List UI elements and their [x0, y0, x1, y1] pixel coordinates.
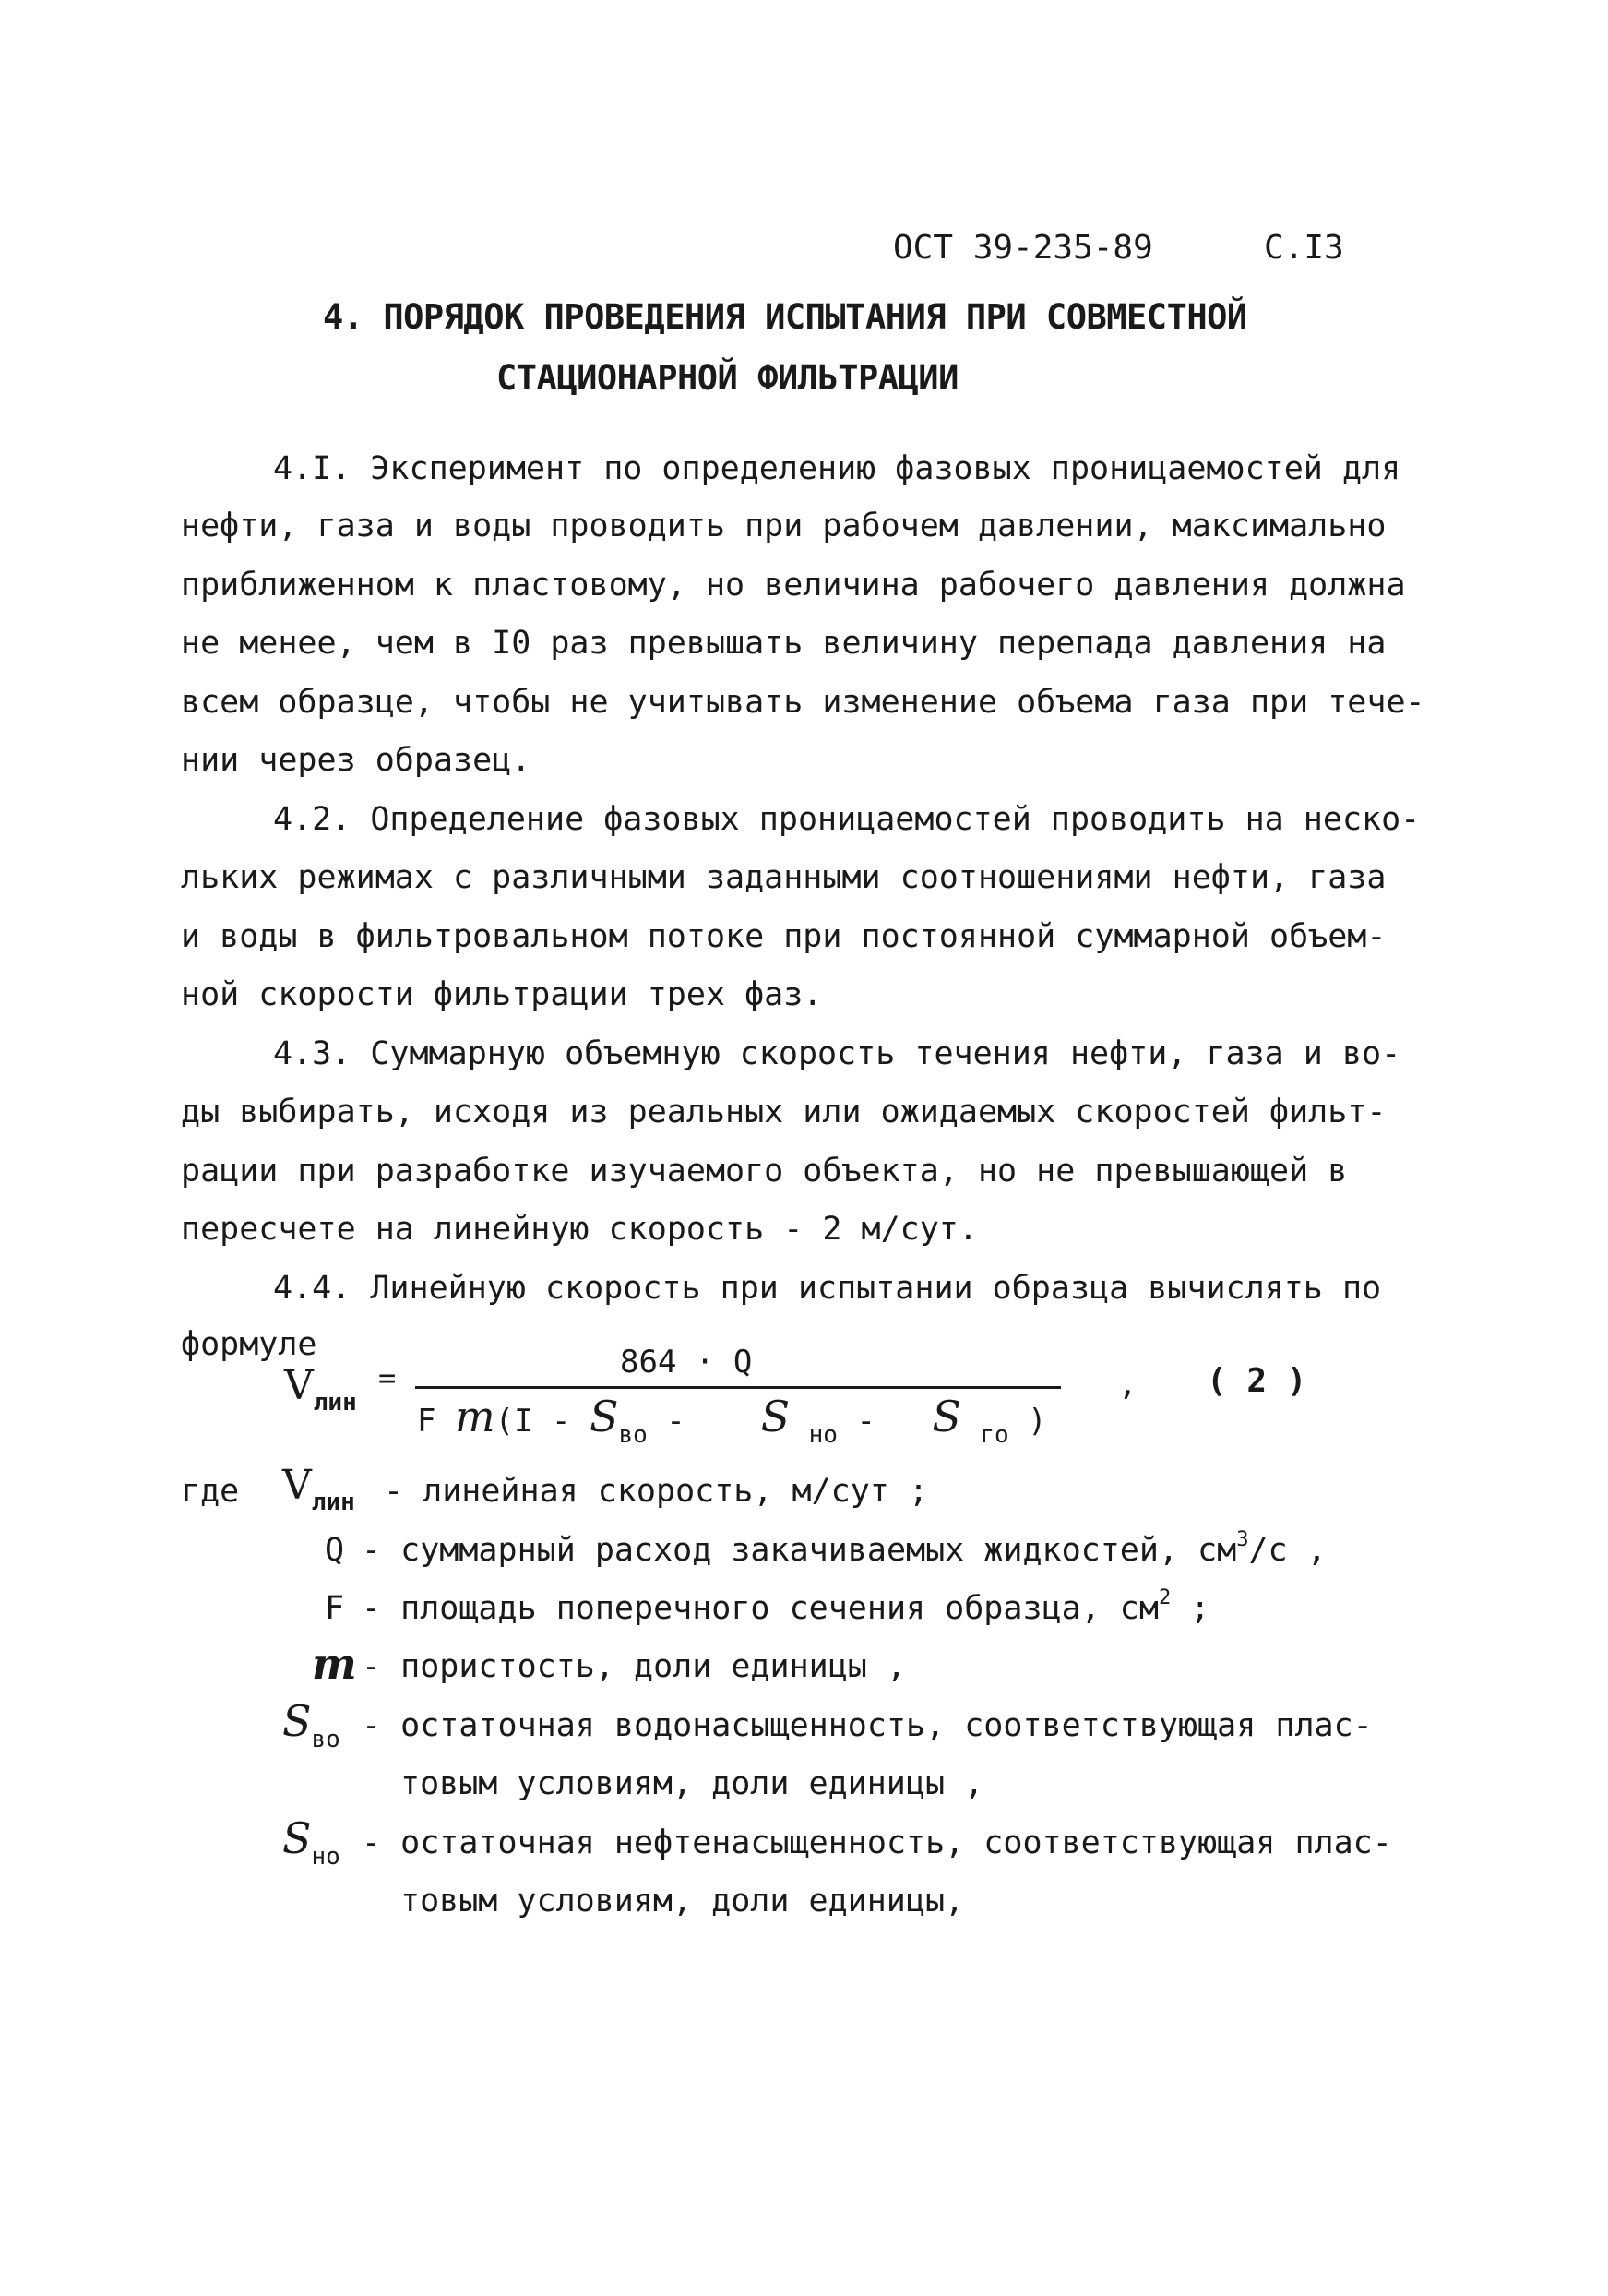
p42-line1: 4.2. Определение фазовых проницаемостей проводить на неско- — [273, 801, 1421, 838]
def-sno-symbol-wrap — [282, 1813, 340, 1871]
p43-line1: 4.3. Суммарную объемную скорость течения нефти, газа и во- — [273, 1035, 1401, 1072]
def-v-symbol-wrap — [282, 1462, 355, 1516]
def-svo-subscript: во — [311, 1726, 340, 1753]
formula-number: ( 2 ) — [1207, 1362, 1307, 1400]
p42-line3: и воды в фильтровальном потоке при постоянной суммарной объем- — [181, 918, 1387, 955]
p41-line1: 4.I. Эксперимент по определению фазовых проницаемостей для — [273, 450, 1401, 487]
def-f-line — [362, 1586, 1210, 1627]
formula-v-subscript: лин — [313, 1389, 357, 1417]
def-sno-text: - остаточная нефтенасыщенность, соответствующая плас- — [362, 1824, 1392, 1861]
def-f-symbol: F — [325, 1590, 345, 1627]
def-sno-subscript: но — [311, 1843, 340, 1871]
p43-line3: рации при разработке изучаемого объекта, но не превышающей в — [181, 1153, 1348, 1190]
def-f-tail: ; — [1171, 1590, 1210, 1627]
def-q-superscript: 3 — [1236, 1528, 1249, 1551]
den-s-vo-subscript: во — [618, 1421, 648, 1449]
den-s-go-subscript: го — [980, 1421, 1009, 1449]
den-s-no-symbol: S — [760, 1392, 791, 1441]
def-m-symbol: m — [312, 1639, 357, 1689]
def-q-text: - суммарный расход закачиваемых жидкостей, см — [362, 1532, 1237, 1569]
def-q-tail: /c , — [1248, 1532, 1327, 1569]
def-f-superscript: 2 — [1158, 1586, 1172, 1609]
section-title-line1: 4. ПОРЯДОК ПРОВЕДЕНИЯ ИСПЫТАНИЯ ПРИ СОВМЕСТНОЙ — [323, 297, 1247, 337]
den-minus-2: - — [856, 1403, 875, 1440]
p44-line1: 4.4. Линейную скорость при испытании образца вычислять по — [273, 1270, 1382, 1307]
section-title-line2: СТАЦИОНАРНОЙ ФИЛЬТРАЦИИ — [496, 358, 959, 398]
p41-line4: не менее, чем в I0 раз превышать величину перепада давления на — [181, 625, 1387, 662]
den-s-go-symbol: S — [932, 1392, 961, 1441]
page-number: С.I3 — [1264, 229, 1344, 267]
def-q-symbol: Q — [325, 1532, 345, 1569]
formula-comma: , — [1118, 1366, 1138, 1403]
p41-line5: всем образце, чтобы не учитывать изменение объема газа при тече- — [181, 684, 1425, 721]
p43-line2: ды выбирать, исходя из реальных или ожидаемых скоростей фильт- — [181, 1094, 1387, 1130]
formula-v-symbol: V — [284, 1362, 314, 1409]
formula-lhs — [284, 1362, 357, 1417]
fraction-bar — [415, 1386, 1061, 1389]
def-q-line — [362, 1528, 1327, 1569]
den-s-vo-symbol: S — [589, 1392, 619, 1441]
formula-numerator: 864 · Q — [620, 1344, 753, 1381]
p44-line2: формуле — [181, 1326, 317, 1363]
document-code: ОСТ 39-235-89 — [893, 229, 1153, 267]
def-sno-cont: товым условиям, доли единицы, — [400, 1883, 965, 1919]
p42-line4: ной скорости фильтрации трех фаз. — [181, 976, 823, 1013]
def-v-text: - линейная скорость, м/сут ; — [384, 1473, 929, 1510]
den-close: ) — [1028, 1403, 1047, 1440]
den-s-no-subscript: но — [808, 1421, 838, 1449]
def-svo-symbol-wrap — [282, 1696, 340, 1753]
den-m-symbol: m — [454, 1392, 495, 1441]
formula-denominator — [417, 1392, 1047, 1449]
p41-line3: приближенном к пластовому, но величина рабочего давления должна — [181, 567, 1406, 604]
p41-line6: нии через образец. — [181, 742, 531, 779]
p42-line2: льких режимах с различными заданными соотношениями нефти, газа — [181, 859, 1387, 896]
def-svo-text: - остаточная водонасыщенность, соответствующая плас- — [362, 1707, 1373, 1744]
def-f-text: - площадь поперечного сечения образца, см — [362, 1590, 1159, 1627]
def-sno-symbol: S — [282, 1813, 312, 1863]
p43-line4: пересчете на линейную скорость - 2 м/сут. — [181, 1211, 978, 1248]
den-minus-1: - — [666, 1403, 685, 1440]
def-v-subscript: лин — [311, 1489, 355, 1516]
def-m-text: - пористость, доли единицы , — [362, 1648, 907, 1685]
p41-line2: нефти, газа и воды проводить при рабочем давлении, максимально — [181, 508, 1387, 544]
den-open: (I - — [494, 1403, 571, 1440]
formula-equals: = — [378, 1360, 397, 1395]
def-svo-symbol: S — [282, 1696, 312, 1746]
den-f-symbol: F — [417, 1403, 436, 1440]
def-svo-cont: товым условиям, доли единицы , — [400, 1765, 984, 1802]
where-label: где — [181, 1473, 240, 1510]
def-v-symbol: V — [282, 1462, 312, 1509]
